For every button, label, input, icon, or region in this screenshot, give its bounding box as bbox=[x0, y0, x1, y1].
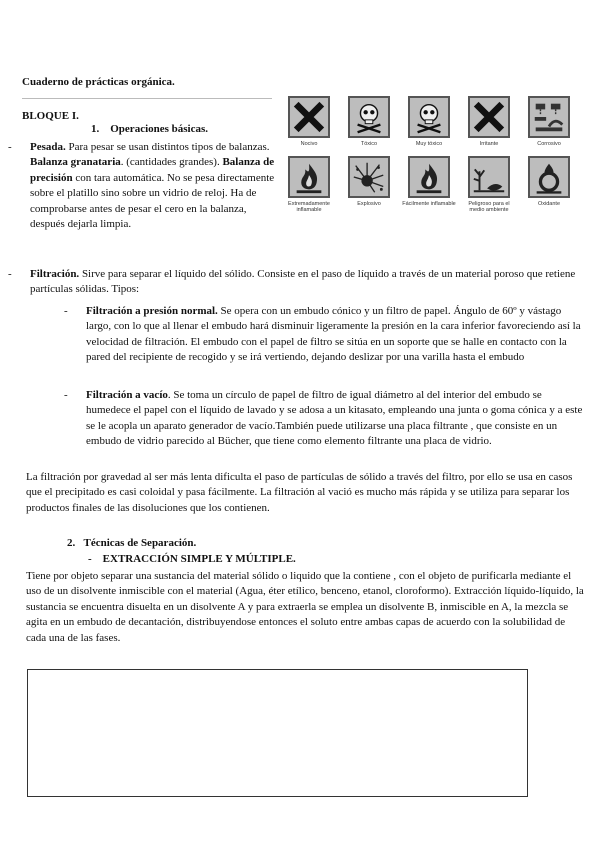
section-number: 2. bbox=[67, 537, 76, 549]
x-cross-icon bbox=[468, 96, 510, 138]
hazard-label: Corrosivo bbox=[537, 141, 561, 147]
filtracion-text bbox=[30, 267, 588, 298]
paragraph-extraccion: Tiene por objeto separar una sustancia del material sólido o liquido que la contiene , con el objeto de purificarla mediante el uso de un disolvente inmiscible con el material (Agua, éter etílico, benceno, etanol, cloroformo). Extracción líquido-líquido, la sustancia se encuentra disuelta en un disolvente A y para extraerla se emplea un disolvente B, inmiscible en A, la mezcla se agita en un embudo de decantación, distribuyendose entonces el soluto entre ambas capas de acuerdo con la solubilidad de cada una de las fases. bbox=[26, 570, 584, 644]
section-2-heading bbox=[67, 536, 196, 551]
hazard-label: Fácilmente inflamable bbox=[402, 201, 456, 207]
text-fragment: Se opera con un embudo cónico y un filtro de papel. Ángulo de 60º y vástago largo, con lo que al llenar el embudo hará disminuir ligeramente la presión en la cara inferior favoreciendo así la velocidad de filtración. El embudo con el papel de filtro se sitúa en un soporte que se halle en contacto con la pared del recipiente de recogido y se irá vertiendo, dejando deslizar por una varilla hasta el embudo bbox=[86, 305, 581, 364]
x-cross-icon bbox=[288, 96, 330, 138]
section-title: Operaciones básicas. bbox=[110, 123, 209, 135]
text-fragment: con tara automática. No se pesa directamente sobre el platillo sino sobre un vidrio de reloj. Ha de comprobarse antes de pesar el cero en la balanza, después dejarla limpia. bbox=[30, 171, 275, 231]
block-heading: BLOQUE I. bbox=[22, 110, 79, 122]
filtracion-presion-item bbox=[64, 304, 584, 366]
term-label: Pesada. bbox=[30, 141, 66, 153]
section-number: 1. bbox=[91, 123, 100, 135]
text-fragment: Sirve para separar el líquido del sólido. Consiste en el paso de líquido a través de un material poroso que retiene partículas sólidas. Tipos: bbox=[30, 268, 576, 296]
bullet-dash: - bbox=[64, 305, 68, 317]
hazard-label: Peligroso para el medio ambiente bbox=[468, 201, 510, 213]
document-title: Cuaderno de prácticas orgánica. bbox=[22, 76, 175, 88]
text-fragment: . (cantidades grandes). bbox=[120, 156, 223, 169]
hazard-label: Irritante bbox=[479, 141, 499, 147]
bullet-dash: - bbox=[8, 141, 12, 153]
hazard-label: Explosivo bbox=[357, 201, 381, 207]
corrosive-icon bbox=[528, 96, 570, 138]
term-label: Filtración a presión normal. bbox=[86, 305, 218, 317]
hazard-label: Nocivo bbox=[300, 141, 318, 147]
environment-icon bbox=[468, 156, 510, 198]
skull-icon bbox=[408, 96, 450, 138]
explosion-icon bbox=[348, 156, 390, 198]
hazard-label: Muy tóxico bbox=[415, 141, 443, 147]
bullet-dash: - bbox=[64, 389, 68, 401]
flame-icon bbox=[408, 156, 450, 198]
text-fragment: Para pesar se usan distintos tipos de balanzas. bbox=[65, 141, 270, 153]
presion-text bbox=[86, 304, 584, 366]
hazard-label: Tóxico bbox=[360, 141, 378, 147]
subsection-title: EXTRACCIÓN SIMPLE Y MÚLTIPLE. bbox=[102, 553, 296, 565]
vacio-text bbox=[86, 388, 584, 450]
term-label: Filtración a vacío bbox=[86, 389, 168, 401]
divider bbox=[22, 98, 272, 99]
pesada-text bbox=[30, 140, 278, 232]
extraccion-heading bbox=[88, 552, 296, 567]
skull-icon bbox=[348, 96, 390, 138]
hazard-symbols-figure bbox=[286, 96, 582, 220]
section-title: Técnicas de Separación. bbox=[83, 537, 197, 549]
empty-figure-box bbox=[27, 669, 528, 797]
hazard-label: Oxidante bbox=[537, 201, 560, 207]
section-1-heading bbox=[91, 122, 208, 137]
bullet-dash: - bbox=[88, 553, 92, 565]
term-label: Filtración. bbox=[30, 268, 80, 280]
flame-over-circle-icon bbox=[528, 156, 570, 198]
hazard-label: Extremadamente inflamable bbox=[288, 201, 330, 213]
text-fragment: . Se toma un círculo de papel de filtro de igual diámetro al del interior del embudo se humedece el papel con el líquido de lavado y se adosa a un kitasato, empleando una junta o goma cónica y a este se le acopla un aparato generador de vacío.También puede utilizarse una placa filtrante , que consiste en un embudo de vidrio parecido al Bücher, que tiene como elemento filtrante una placa de vidrio. bbox=[86, 389, 583, 448]
bullet-dash: - bbox=[8, 268, 12, 280]
filtracion-section bbox=[8, 267, 588, 298]
term-bold: Balanza de precisión bbox=[30, 156, 275, 184]
paragraph-filtracion-comparison: La filtración por gravedad al ser más lenta dificulta el paso de partículas de sólido a través del filtro, por ello se usa en casos que el precipitado es casi coloidal y pasa fácilmente. La filtración al vació es mucho más rápida y se utiliza para separar los productos finales de las disoluciones que los contienen. bbox=[26, 471, 573, 514]
filtracion-vacio-item bbox=[64, 388, 584, 450]
pesada-item bbox=[8, 140, 278, 232]
flame-icon bbox=[288, 156, 330, 198]
term-bold: Balanza granataria bbox=[30, 156, 121, 169]
